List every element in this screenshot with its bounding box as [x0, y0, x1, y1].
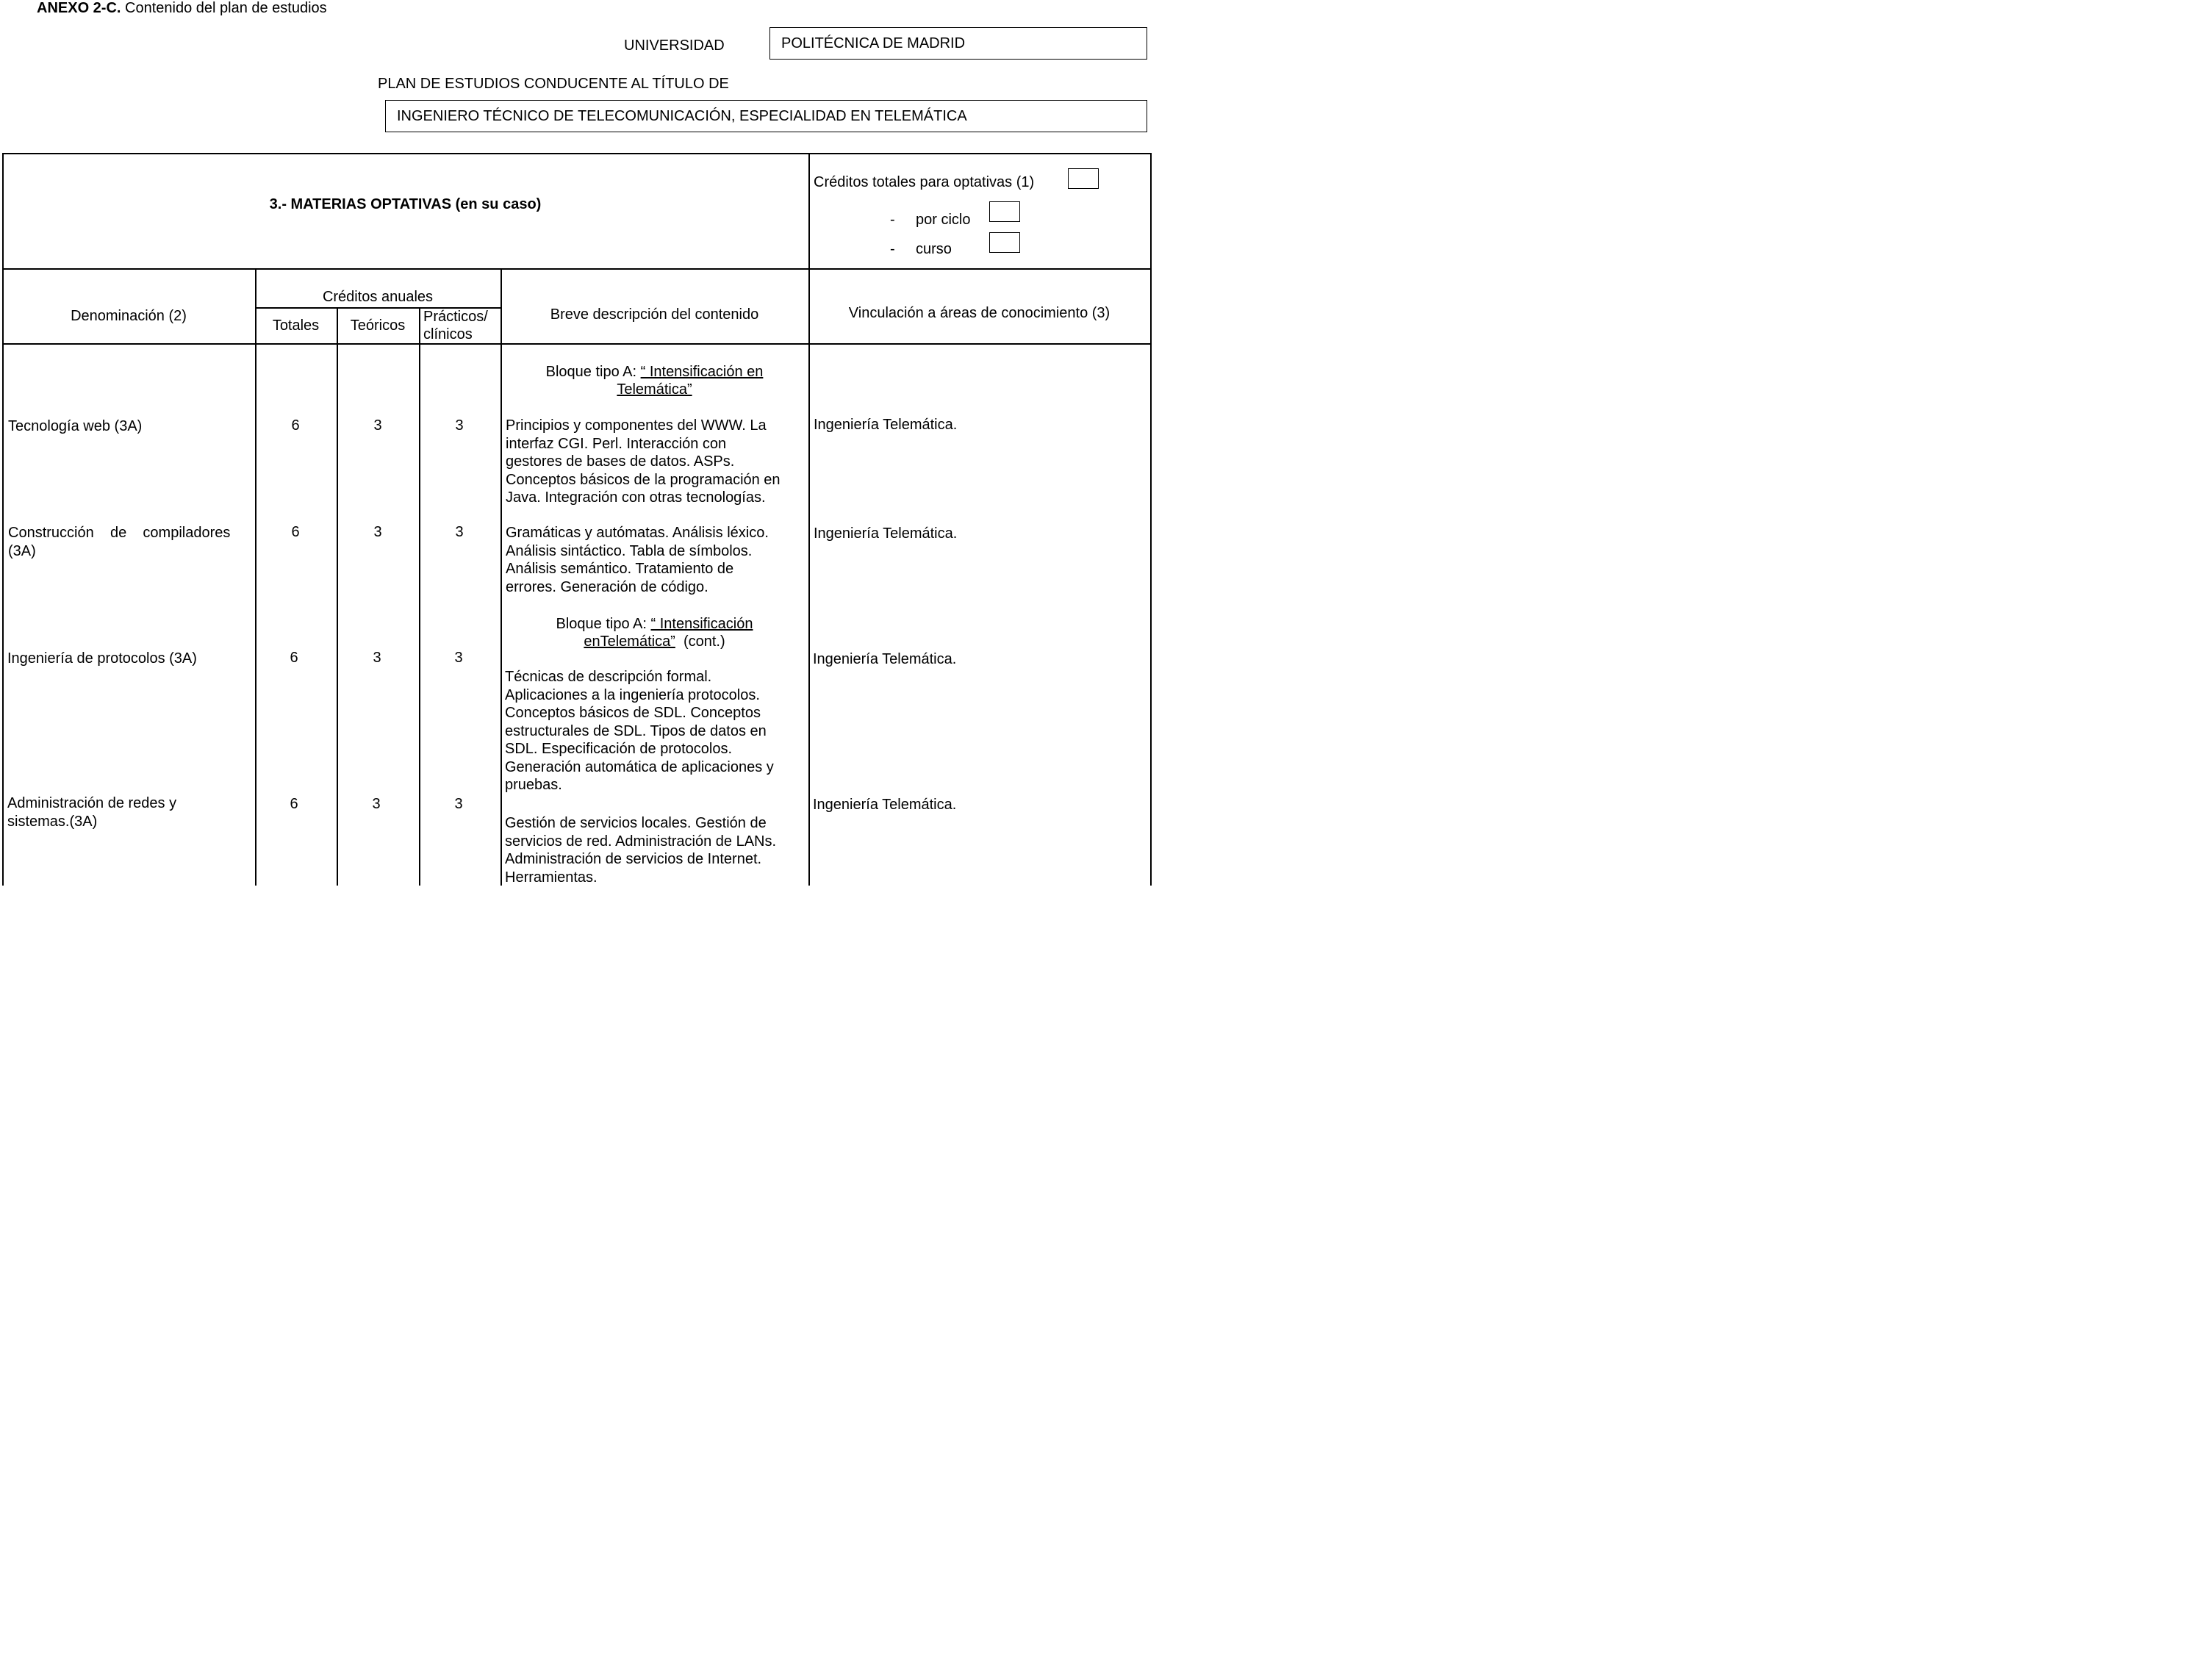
block-title-cont: Telemática” — [617, 381, 692, 398]
subject-name: Tecnología web (3A) — [8, 418, 143, 434]
credits-total: 6 — [290, 796, 298, 812]
credits-total: 6 — [291, 524, 300, 540]
subject-name: Ingeniería de protocolos (3A) — [7, 650, 197, 667]
subject-name: Administración de redes y sistemas.(3A) — [7, 795, 177, 830]
credits-total-box[interactable] — [1068, 168, 1099, 189]
block-title-cont: enTelemática” — [584, 633, 675, 650]
credits-total: 6 — [290, 650, 298, 666]
header-practicos — [423, 308, 488, 343]
annex-subtitle: Contenido del plan de estudios — [121, 0, 327, 16]
subject-description: Técnicas de descripción formal. Aplicaciones a la ingeniería protocolos. Conceptos básicos de SDL. Conceptos estructurales de SDL. Tipos de datos en SDL. Especificación de protocolos. Generación automática de aplicaciones y pruebas. — [505, 669, 774, 793]
block-suffix: (cont.) — [675, 633, 725, 650]
subject-name: Construcción de compiladores (3A) — [8, 525, 231, 559]
credits-theory: 3 — [373, 417, 382, 434]
header-descripcion: Breve descripción del contenido — [550, 306, 759, 323]
subject-description: Gramáticas y autómatas. Análisis léxico. Análisis sintáctico. Tabla de símbolos. Análisis semántico. Tratamiento de errores. Generación de código. — [506, 525, 769, 595]
credits-practice: 3 — [455, 417, 464, 434]
annex-label: ANEXO 2-C. — [37, 0, 121, 16]
credits-theory: 3 — [373, 524, 382, 540]
block-title: “ Intensificación — [650, 616, 753, 632]
per-cycle-box[interactable] — [989, 201, 1020, 222]
header-vinculacion: Vinculación a áreas de conocimiento (3) — [848, 305, 1111, 321]
header-practicos-line1: Prácticos/ — [423, 309, 488, 325]
block-heading — [500, 363, 808, 398]
university-label: UNIVERSIDAD — [624, 37, 725, 54]
plan-label: PLAN DE ESTUDIOS CONDUCENTE AL TÍTULO DE — [378, 76, 729, 92]
credits-total-label: Créditos totales para optativas (1) — [814, 174, 1035, 190]
subject-description: Principios y componentes del WWW. La interfaz CGI. Perl. Interacción con gestores de bases de datos. ASPs. Conceptos básicos de la programación en Java. Integración con otras tecnologías. — [506, 417, 781, 506]
block-heading — [500, 615, 808, 650]
credits-total: 6 — [291, 417, 300, 434]
knowledge-area: Ingeniería Telemática. — [813, 797, 957, 813]
section-title: 3.- MATERIAS OPTATIVAS (en su caso) — [269, 196, 542, 212]
per-cycle-label: por ciclo — [916, 212, 971, 228]
per-cycle-dash: - — [890, 212, 895, 228]
header-denominacion: Denominación (2) — [71, 308, 187, 324]
header-totales: Totales — [272, 317, 320, 334]
knowledge-area: Ingeniería Telemática. — [814, 417, 958, 433]
course-label: curso — [916, 241, 952, 257]
header-practicos-line2: clínicos — [423, 326, 473, 342]
course-box[interactable] — [989, 232, 1020, 253]
credits-practice: 3 — [454, 796, 463, 812]
university-value: POLITÉCNICA DE MADRID — [781, 35, 966, 51]
block-prefix: Bloque tipo A: — [556, 616, 651, 632]
knowledge-area: Ingeniería Telemática. — [813, 651, 957, 667]
credits-theory: 3 — [373, 650, 381, 666]
header-creditos-anuales: Créditos anuales — [322, 289, 434, 305]
credits-practice: 3 — [455, 524, 464, 540]
knowledge-area: Ingeniería Telemática. — [814, 525, 958, 542]
block-prefix: Bloque tipo A: — [545, 364, 641, 380]
subject-description: Gestión de servicios locales. Gestión de servicios de red. Administración de LANs. Administración de servicios de Internet. Herramientas. — [505, 815, 777, 886]
block-title: “ Intensificación en — [640, 364, 764, 380]
header-teoricos: Teóricos — [350, 317, 406, 334]
course-dash: - — [890, 241, 895, 257]
degree-title: INGENIERO TÉCNICO DE TELECOMUNICACIÓN, ESPECIALIDAD EN TELEMÁTICA — [397, 108, 967, 124]
credits-practice: 3 — [454, 650, 463, 666]
credits-theory: 3 — [372, 796, 381, 812]
